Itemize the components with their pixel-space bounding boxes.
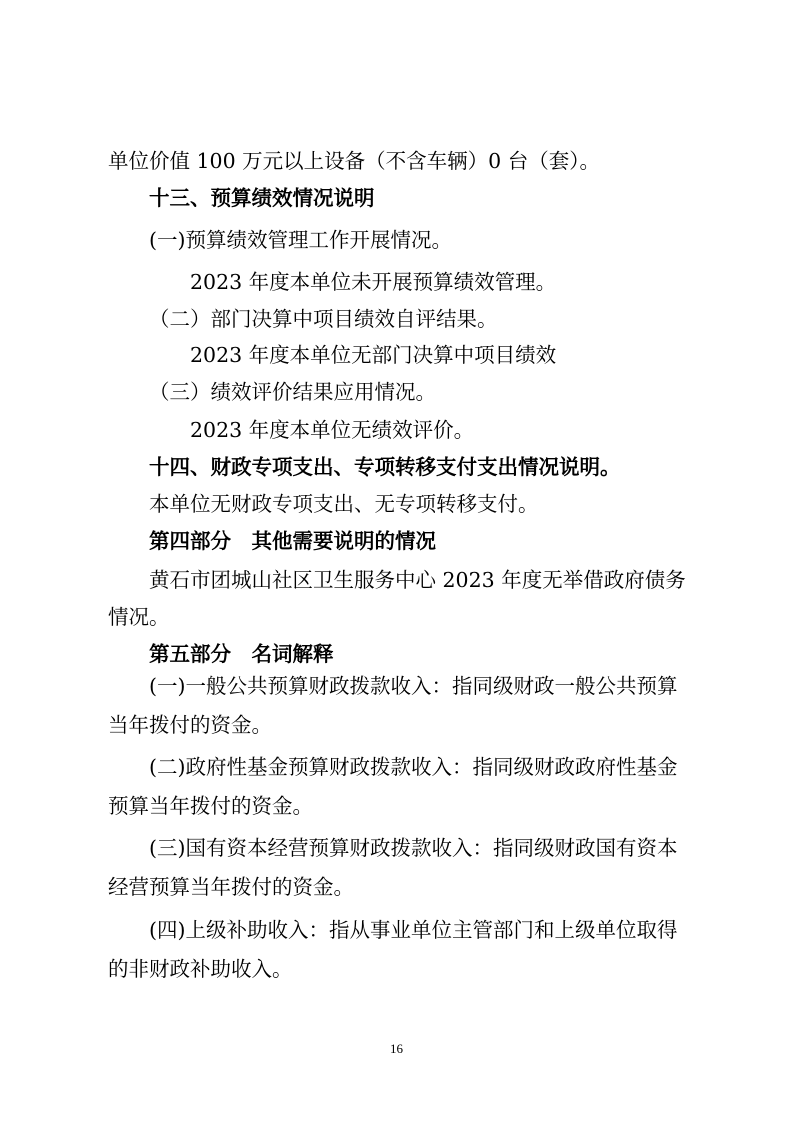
subsection-heading: （三）绩效评价结果应用情况。 <box>149 380 436 404</box>
definition-line: (四)上级补助收入：指从事业单位主管部门和上级单位取得 <box>149 918 678 942</box>
text-line: 的非财政补助收入。 <box>108 957 293 981</box>
text-line: 2023 年度本单位未开展预算绩效管理。 <box>190 270 557 294</box>
subsection-heading: （二）部门决算中项目绩效自评结果。 <box>149 307 498 331</box>
part-heading: 第五部分 名词解释 <box>149 642 334 666</box>
part-heading: 第四部分 其他需要说明的情况 <box>149 529 436 553</box>
subsection-heading: (一)预算绩效管理工作开展情况。 <box>149 228 452 252</box>
section-heading: 十三、预算绩效情况说明 <box>149 186 375 210</box>
text-line: 本单位无财政专项支出、无专项转移支付。 <box>149 492 539 516</box>
text-line: 当年拨付的资金。 <box>108 713 272 737</box>
section-heading: 十四、财政专项支出、专项转移支付支出情况说明。 <box>149 455 621 479</box>
text-line: 2023 年度本单位无部门决算中项目绩效 <box>190 343 557 367</box>
text-line: 预算当年拨付的资金。 <box>108 794 313 818</box>
definition-line: (一)一般公共预算财政拨款收入：指同级财政一般公共预算 <box>149 674 678 698</box>
definition-line: (三)国有资本经营预算财政拨款收入：指同级财政国有资本 <box>149 836 678 860</box>
text-line: 单位价值 100 万元以上设备（不含车辆）0 台（套）。 <box>108 149 600 173</box>
definition-line: (二)政府性基金预算财政拨款收入：指同级财政政府性基金 <box>149 755 678 779</box>
page-number: 16 <box>390 1041 403 1056</box>
text-line: 黄石市团城山社区卫生服务中心 2023 年度无举借政府债务 <box>149 568 686 592</box>
text-line: 2023 年度本单位无绩效评价。 <box>190 418 475 442</box>
text-line: 情况。 <box>108 605 170 629</box>
text-line: 经营预算当年拨付的资金。 <box>108 875 354 899</box>
